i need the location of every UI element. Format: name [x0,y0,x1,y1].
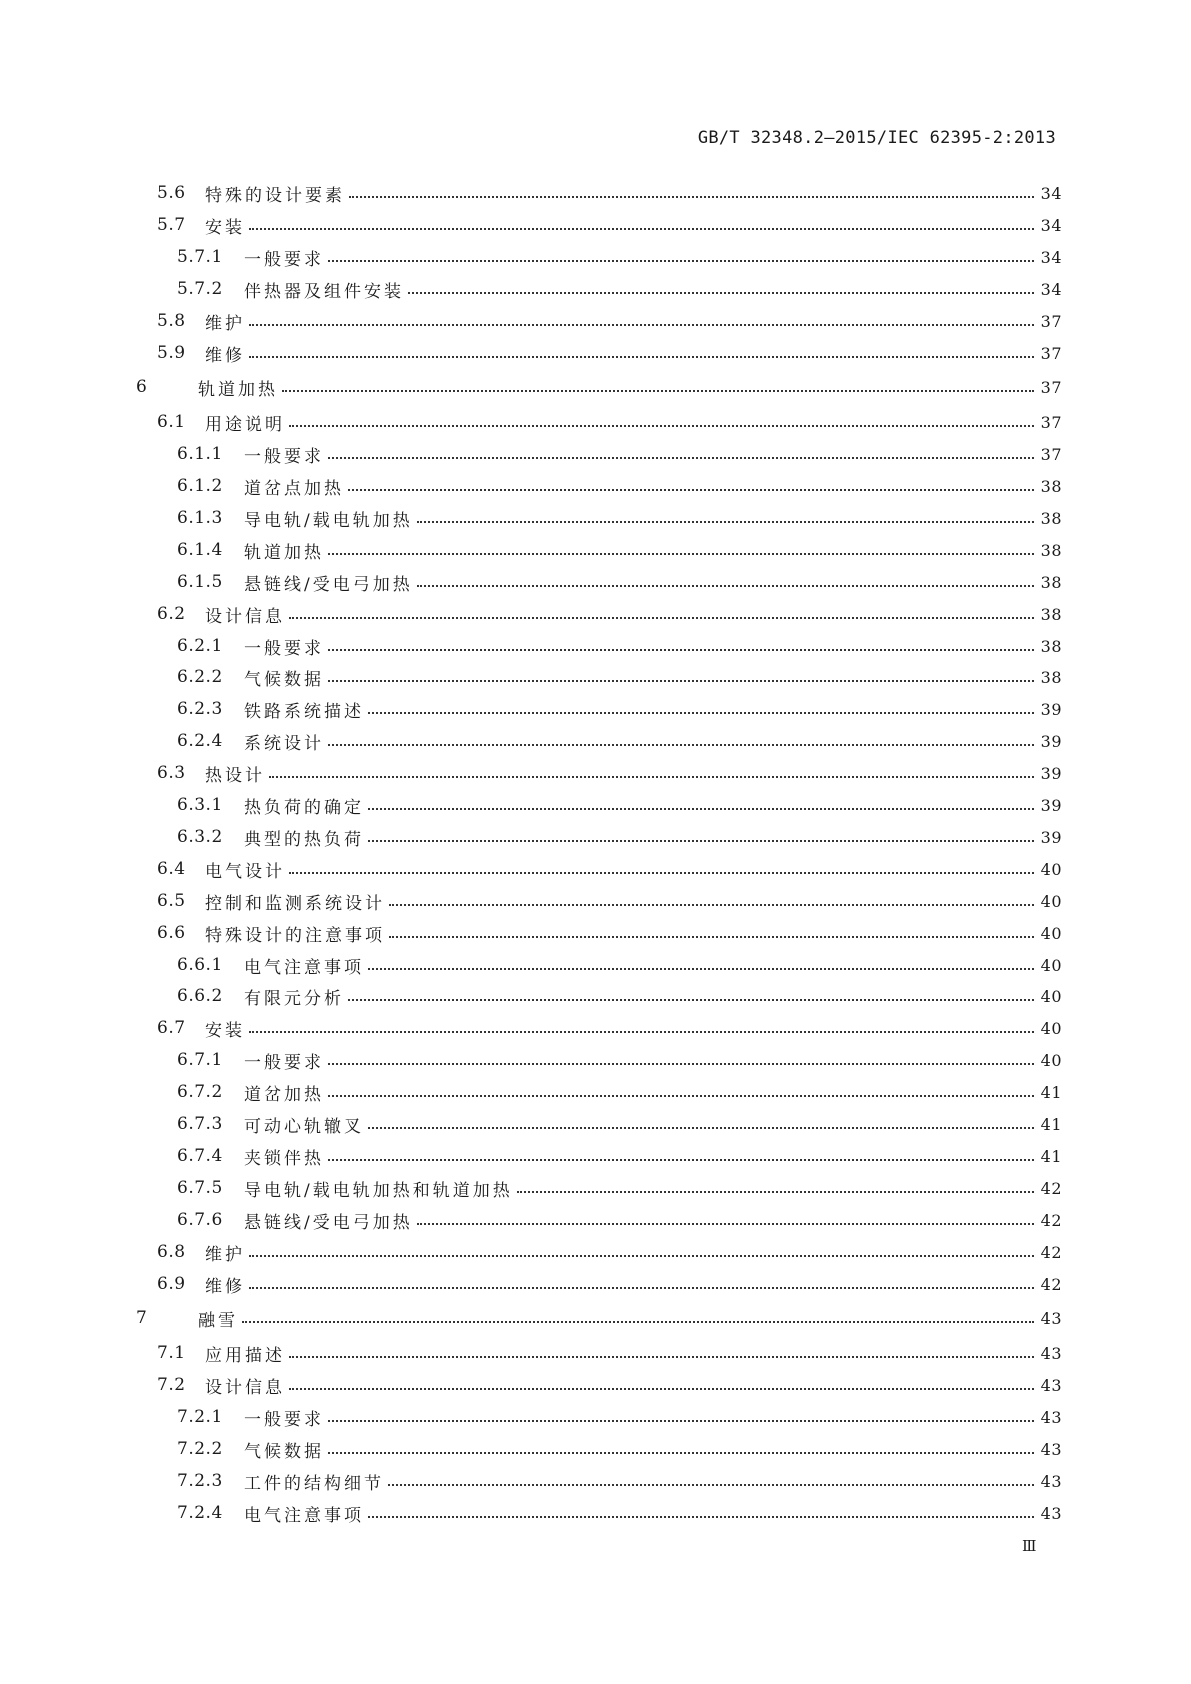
toc-entry-number: 6.6.1 [177,955,223,975]
toc-entry-title: 安装 [205,1020,245,1041]
toc-dot-leader [282,374,1034,400]
toc-entry-number: 6.2.1 [177,636,223,656]
toc-entry-title: 维护 [205,1244,245,1265]
toc-entry-title: 气候数据 [244,669,324,690]
document-header: GB/T 32348.2—2015/IEC 62395-2:2013 [697,128,1056,148]
toc-entry-number: 7.1 [157,1343,186,1363]
toc-entry[interactable] [157,212,1062,238]
toc-entry-title: 融雪 [198,1310,238,1331]
toc-entry[interactable] [177,983,1062,1009]
toc-entry-number: 6.2.3 [177,699,223,719]
toc-entry[interactable] [136,374,1062,400]
toc-dot-leader [328,441,1034,467]
toc-entry-title: 热负荷的确定 [244,797,364,818]
toc-entry-number: 5.9 [157,343,186,363]
toc-dot-leader [408,276,1034,302]
toc-entry-page: 40 [1040,859,1062,879]
toc-entry[interactable] [177,441,1062,467]
toc-dot-leader [289,601,1034,627]
toc-dot-leader [328,1079,1034,1105]
page-number: Ⅲ [1022,1537,1037,1555]
toc-entry-title: 维修 [205,1276,245,1297]
toc-entry[interactable] [157,1340,1062,1366]
toc-entry-number: 6.7.3 [177,1114,223,1134]
toc-dot-leader [249,340,1034,366]
toc-entry-page: 38 [1040,667,1062,687]
toc-dot-leader [328,1404,1034,1430]
toc-entry-number: 5.7 [157,215,186,235]
toc-entry-page: 41 [1040,1114,1062,1134]
toc-entry[interactable] [177,569,1062,595]
toc-entry[interactable] [177,952,1062,978]
toc-entry-page: 38 [1040,572,1062,592]
toc-entry-title: 电气注意事项 [244,1505,364,1526]
toc-dot-leader [388,1468,1034,1494]
toc-entry[interactable] [177,824,1062,850]
toc-dot-leader [249,1239,1034,1265]
toc-entry-page: 43 [1040,1503,1062,1523]
toc-entry[interactable] [157,1372,1062,1398]
toc-entry-page: 40 [1040,955,1062,975]
toc-entry-title: 电气设计 [205,861,285,882]
toc-entry-page: 39 [1040,827,1062,847]
toc-dot-leader [328,537,1034,563]
toc-entry[interactable] [177,1047,1062,1073]
toc-entry[interactable] [177,276,1062,302]
toc-entry[interactable] [177,1207,1062,1233]
toc-entry-title: 悬链线/受电弓加热 [244,574,413,595]
toc-dot-leader [328,728,1034,754]
toc-dot-leader [349,180,1034,206]
toc-entry-page: 40 [1040,986,1062,1006]
toc-entry-page: 34 [1040,247,1062,267]
toc-entry-title: 维修 [205,345,245,366]
toc-entry-title: 系统设计 [244,733,324,754]
toc-entry-number: 6.2.2 [177,667,223,687]
toc-entry-number: 6.2 [157,604,186,624]
toc-dot-leader [289,409,1034,435]
toc-entry-title: 轨道加热 [198,379,278,400]
toc-entry[interactable] [177,1436,1062,1462]
toc-entry-number: 5.7.1 [177,247,223,267]
toc-entry-page: 40 [1040,923,1062,943]
toc-entry-page: 38 [1040,636,1062,656]
toc-entry[interactable] [157,601,1062,627]
toc-dot-leader [249,1015,1034,1041]
toc-entry-page: 39 [1040,731,1062,751]
toc-entry-title: 应用描述 [205,1345,285,1366]
toc-dot-leader [328,1436,1034,1462]
toc-entry-number: 6.7.1 [177,1050,223,1070]
toc-entry-title: 特殊设计的注意事项 [205,925,385,946]
toc-entry[interactable] [157,1015,1062,1041]
toc-entry-title: 热设计 [205,765,265,786]
toc-dot-leader [368,952,1034,978]
toc-dot-leader [517,1175,1034,1201]
toc-dot-leader [368,1500,1034,1526]
toc-entry-title: 道岔点加热 [244,478,344,499]
toc-entry[interactable] [157,760,1062,786]
toc-dot-leader [328,1047,1034,1073]
toc-entry-title: 一般要求 [244,638,324,659]
toc-entry-title: 轨道加热 [244,542,324,563]
toc-entry-page: 42 [1040,1178,1062,1198]
toc-entry-page: 42 [1040,1274,1062,1294]
toc-entry-page: 40 [1040,1050,1062,1070]
toc-entry-page: 38 [1040,476,1062,496]
toc-dot-leader [328,244,1034,270]
toc-entry-number: 6.6 [157,923,186,943]
toc-dot-leader [249,308,1034,334]
toc-entry[interactable] [157,308,1062,334]
toc-dot-leader [417,505,1034,531]
toc-entry-title: 维护 [205,313,245,334]
toc-dot-leader [269,760,1034,786]
toc-entry[interactable] [177,1175,1062,1201]
toc-entry-number: 5.6 [157,183,186,203]
toc-entry-page: 37 [1040,412,1062,432]
toc-entry-number: 6.1 [157,412,186,432]
toc-entry-number: 6.9 [157,1274,186,1294]
toc-dot-leader [289,1340,1034,1366]
toc-dot-leader [328,633,1034,659]
toc-entry-page: 37 [1040,377,1062,397]
toc-dot-leader [289,1372,1034,1398]
toc-entry-title: 可动心轨辙叉 [244,1116,364,1137]
toc-dot-leader [389,920,1034,946]
toc-entry-title: 用途说明 [205,414,285,435]
toc-dot-leader [242,1305,1034,1331]
toc-entry-title: 工件的结构细节 [244,1473,384,1494]
toc-entry[interactable] [157,888,1062,914]
toc-entry-page: 41 [1040,1146,1062,1166]
toc-dot-leader [348,983,1034,1009]
toc-entry-number: 6 [136,377,148,397]
toc-entry-page: 43 [1040,1471,1062,1491]
toc-entry-title: 悬链线/受电弓加热 [244,1212,413,1233]
toc-entry-number: 6.1.2 [177,476,223,496]
toc-entry[interactable] [157,340,1062,366]
toc-entry-number: 7.2.2 [177,1439,223,1459]
toc-entry[interactable] [177,633,1062,659]
toc-entry-title: 典型的热负荷 [244,829,364,850]
toc-entry-page: 34 [1040,215,1062,235]
toc-entry-page: 39 [1040,699,1062,719]
toc-entry-title: 设计信息 [205,606,285,627]
toc-entry-page: 42 [1040,1242,1062,1262]
toc-dot-leader [249,212,1034,238]
toc-entry[interactable] [177,728,1062,754]
toc-dot-leader [417,1207,1034,1233]
toc-entry-page: 38 [1040,508,1062,528]
toc-entry-number: 7.2.3 [177,1471,223,1491]
toc-dot-leader [328,1143,1034,1169]
toc-entry-page: 39 [1040,763,1062,783]
toc-entry-page: 43 [1040,1308,1062,1328]
toc-entry-number: 6.3 [157,763,186,783]
toc-entry-number: 7.2.1 [177,1407,223,1427]
toc-entry-title: 铁路系统描述 [244,701,364,722]
toc-entry-page: 40 [1040,891,1062,911]
toc-entry-title: 一般要求 [244,1052,324,1073]
toc-entry-page: 43 [1040,1343,1062,1363]
toc-entry-title: 有限元分析 [244,988,344,1009]
toc-entry[interactable] [157,409,1062,435]
toc-entry-title: 导电轨/载电轨加热和轨道加热 [244,1180,513,1201]
toc-entry-number: 6.7.5 [177,1178,223,1198]
toc-entry-page: 37 [1040,343,1062,363]
toc-dot-leader [289,856,1034,882]
toc-entry-number: 6.7.6 [177,1210,223,1230]
toc-entry-number: 7.2.4 [177,1503,223,1523]
toc-entry[interactable] [157,920,1062,946]
toc-entry-page: 43 [1040,1439,1062,1459]
toc-entry-number: 5.8 [157,311,186,331]
toc-dot-leader [249,1271,1034,1297]
toc-entry[interactable] [177,505,1062,531]
toc-entry[interactable] [177,1500,1062,1526]
toc-entry-number: 6.6.2 [177,986,223,1006]
toc-dot-leader [348,473,1034,499]
toc-entry-title: 一般要求 [244,1409,324,1430]
toc-entry[interactable] [177,1143,1062,1169]
toc-entry[interactable] [177,1111,1062,1137]
toc-entry-number: 6.1.1 [177,444,223,464]
toc-entry-number: 6.3.2 [177,827,223,847]
toc-entry-title: 道岔加热 [244,1084,324,1105]
toc-entry-page: 37 [1040,311,1062,331]
toc-entry[interactable] [177,1079,1062,1105]
toc-entry-number: 6.7.2 [177,1082,223,1102]
toc-entry-number: 6.2.4 [177,731,223,751]
toc-entry-number: 6.7 [157,1018,186,1038]
toc-dot-leader [417,569,1034,595]
toc-entry-title: 电气注意事项 [244,957,364,978]
toc-dot-leader [389,888,1034,914]
toc-entry-title: 一般要求 [244,249,324,270]
toc-entry[interactable] [157,856,1062,882]
toc-entry-number: 5.7.2 [177,279,223,299]
toc-entry[interactable] [177,664,1062,690]
toc-entry-number: 6.4 [157,859,186,879]
toc-entry-number: 7.2 [157,1375,186,1395]
toc-entry[interactable] [177,792,1062,818]
toc-entry-title: 安装 [205,217,245,238]
toc-entry-page: 42 [1040,1210,1062,1230]
toc-entry-title: 一般要求 [244,446,324,467]
toc-entry-title: 伴热器及组件安装 [244,281,404,302]
toc-entry-page: 34 [1040,279,1062,299]
toc-entry-number: 6.3.1 [177,795,223,815]
toc-entry-title: 气候数据 [244,1441,324,1462]
toc-entry-title: 特殊的设计要素 [205,185,345,206]
toc-entry-number: 6.5 [157,891,186,911]
toc-entry[interactable] [157,1239,1062,1265]
toc-dot-leader [368,824,1034,850]
toc-entry-title: 设计信息 [205,1377,285,1398]
toc-entry[interactable] [177,537,1062,563]
toc-entry[interactable] [177,696,1062,722]
toc-entry[interactable] [177,1404,1062,1430]
toc-entry-number: 6.1.4 [177,540,223,560]
toc-entry-page: 38 [1040,540,1062,560]
toc-entry-number: 6.8 [157,1242,186,1262]
toc-dot-leader [328,664,1034,690]
toc-entry-page: 43 [1040,1375,1062,1395]
toc-entry-page: 41 [1040,1082,1062,1102]
toc-entry-page: 43 [1040,1407,1062,1427]
toc-entry-page: 38 [1040,604,1062,624]
toc-entry-page: 37 [1040,444,1062,464]
toc-entry[interactable] [157,180,1062,206]
toc-entry-page: 39 [1040,795,1062,815]
toc-dot-leader [368,792,1034,818]
toc-entry-title: 夹锁伴热 [244,1148,324,1169]
toc-entry[interactable] [136,1305,1062,1331]
toc-entry-number: 7 [136,1308,148,1328]
toc-entry[interactable] [177,244,1062,270]
toc-entry-title: 导电轨/载电轨加热 [244,510,413,531]
toc-entry-page: 34 [1040,183,1062,203]
toc-entry-title: 控制和监测系统设计 [205,893,385,914]
toc-dot-leader [368,696,1034,722]
toc-entry[interactable] [177,1468,1062,1494]
toc-entry-number: 6.7.4 [177,1146,223,1166]
toc-entry[interactable] [177,473,1062,499]
toc-entry[interactable] [157,1271,1062,1297]
toc-entry-number: 6.1.5 [177,572,223,592]
toc-dot-leader [368,1111,1034,1137]
toc-entry-number: 6.1.3 [177,508,223,528]
toc-entry-page: 40 [1040,1018,1062,1038]
